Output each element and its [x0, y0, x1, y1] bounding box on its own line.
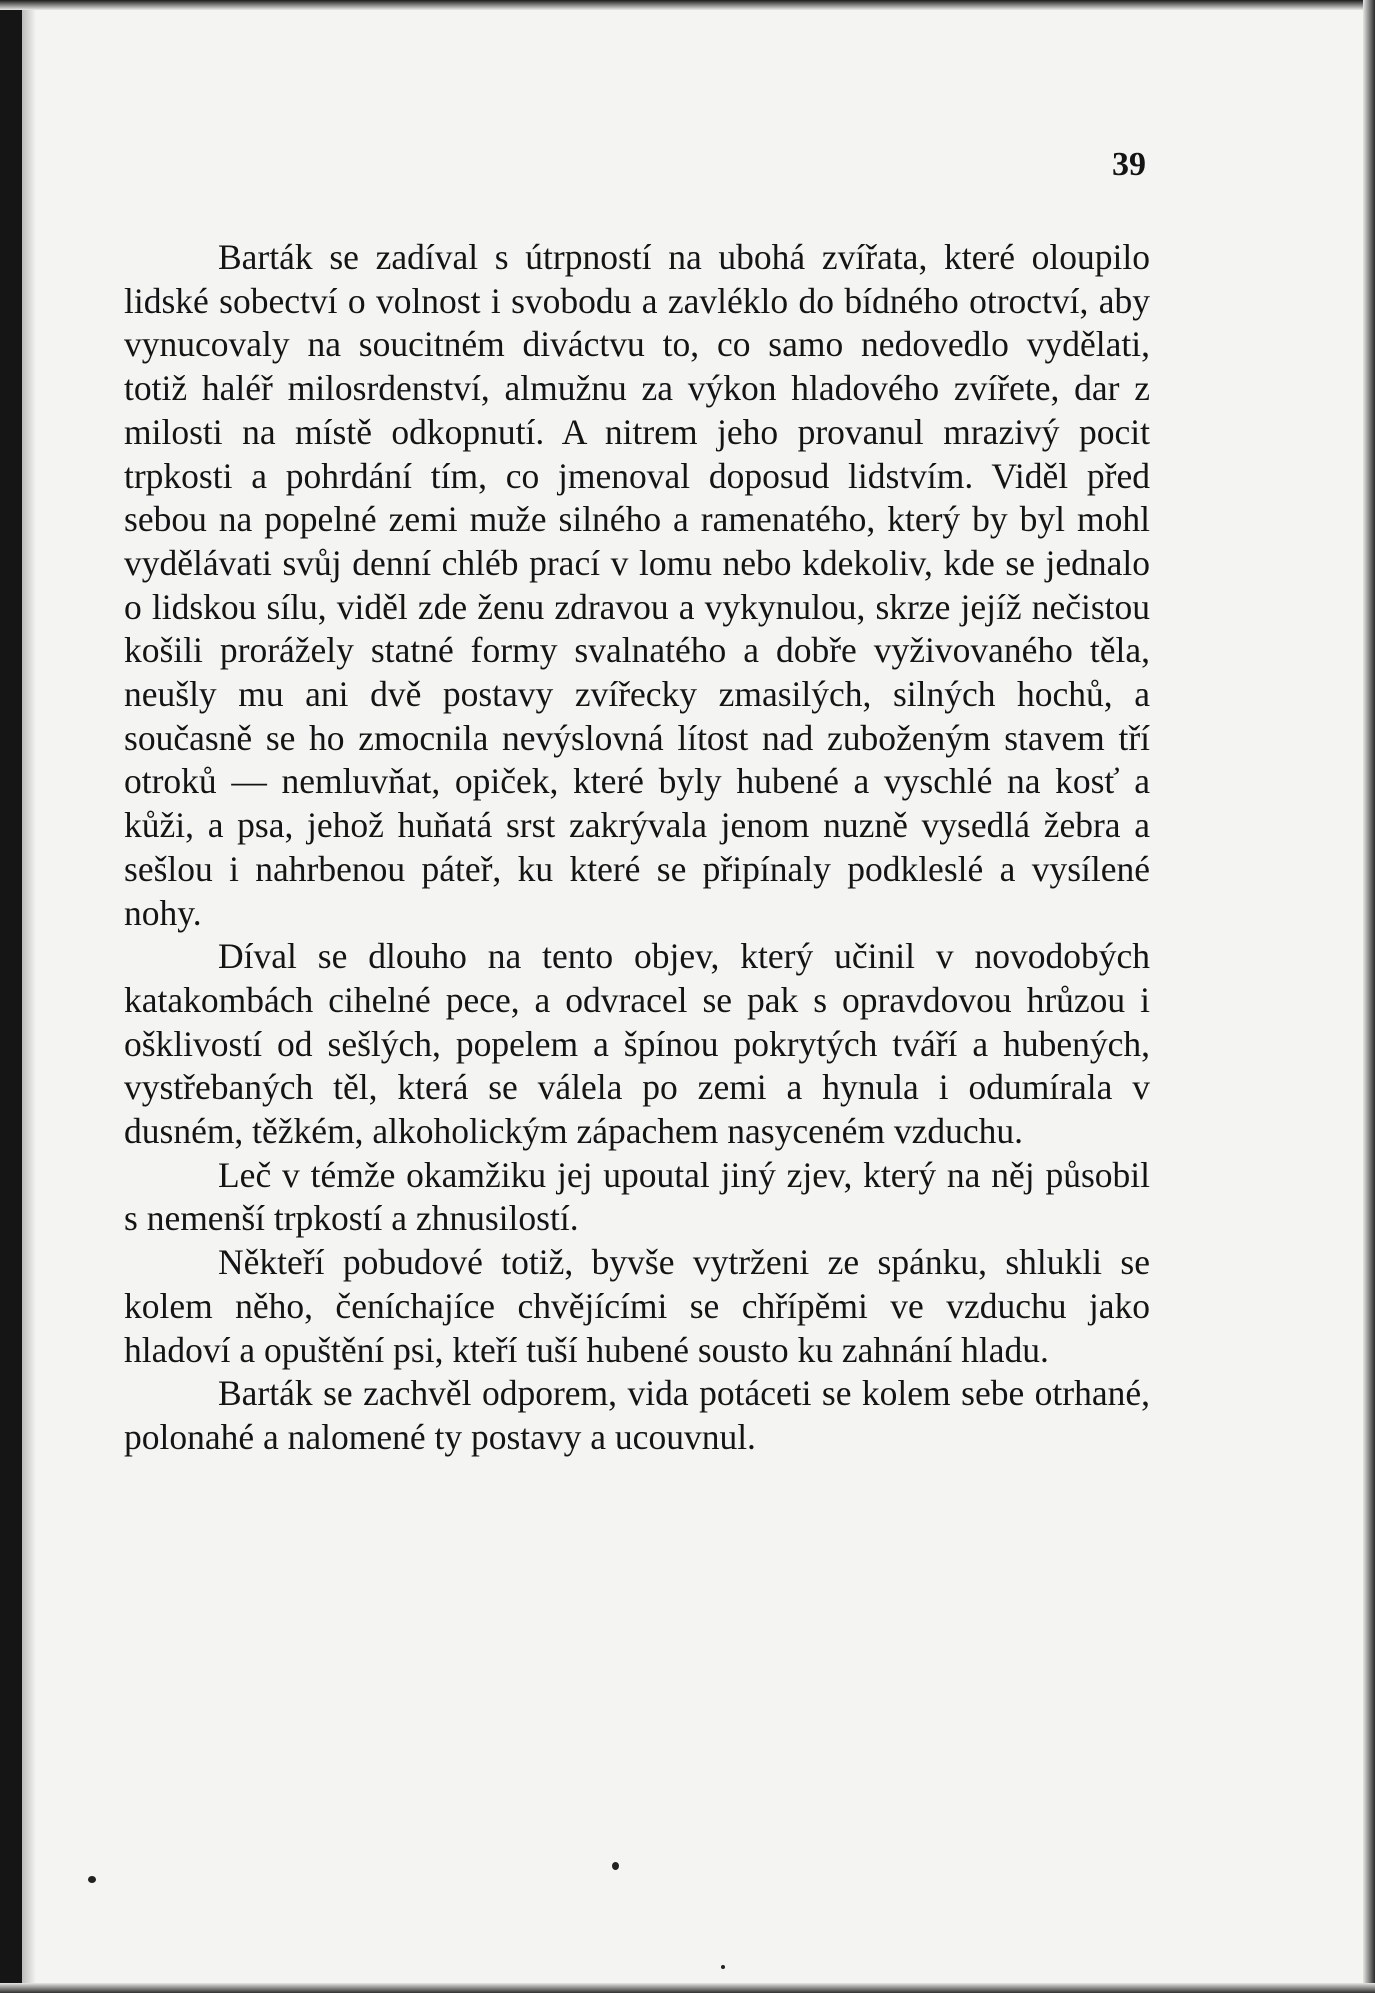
- paragraph: Díval se dlouho na tento objev, který učinil v novodobých katakombách cihelné pece, a odvracel se pak s opravdovou hrůzou i ošklivostí od sešlých, popelem a špínou pokrytých tváří a hubených, vystřebaných těl, která se válela po zemi a hynula i odumírala v dusném, těžkém, alkoholickým zápachem nasyceném vzduchu.: [124, 936, 1150, 1152]
- scan-bottom-border: [0, 1983, 1375, 1993]
- ink-speck: [88, 1876, 96, 1883]
- body-text: [124, 236, 1150, 1460]
- ink-speck: [721, 1965, 725, 1969]
- paragraph: Někteří pobudové totiž, byvše vytrženi ze spánku, shlukli se kolem něho, čeníchajíce chvějícími se chřípěmi ve vzduchu jako hladoví a opuštění psi, kteří tuší hubené sousto ku zahnání hladu.: [124, 1242, 1150, 1370]
- paragraph: Barták se zachvěl odporem, vida potáceti se kolem sebe otrhané, polonahé a nalomené ty postavy a ucouvnul.: [124, 1373, 1150, 1457]
- paragraph: Barták se zadíval s útrpností na ubohá zvířata, které oloupilo lidské sobectví o volnost i svobodu a zavléklo do bídného otroctví, aby vynucovaly na soucitném diváctvu to, co samo nedovedlo vydělati, totiž haléř milosrdenství, almužnu za výkon hladového zvířete, dar z milosti na místě odkopnutí. A nitrem jeho provanul mrazivý pocit trpkosti a pohrdání tím, co jmenoval doposud lidstvím. Viděl před sebou na popelné zemi muže silného a ramenatého, který by byl mohl vydělávati svůj denní chléb prací v lomu nebo kdekoliv, kde se jednalo o lidskou sílu, viděl zde ženu zdravou a vykynulou, skrze jejíž nečistou košili prorážely statné formy svalnatého a dobře vyživovaného těla, neušly mu ani dvě postavy zvířecky zmasilých, silných hochů, a současně se ho zmocnila nevýslovná lítost nad zuboženým stavem tří otroků — nemluvňat, opiček, které byly hubené a vyschlé na kosť a kůži, a psa, jehož huňatá srst zakrývala jenom nuzně vysedlá žebra a sešlou i nahrbenou páteř, ku které se připínaly podkleslé a vysílené nohy.: [124, 237, 1150, 933]
- ink-speck: [612, 1862, 619, 1870]
- page-number: 39: [1112, 146, 1146, 183]
- scan-right-border: [1363, 0, 1375, 1993]
- scan-left-border: [0, 0, 22, 1993]
- paragraph: Leč v témže okamžiku jej upoutal jiný zjev, který na něj působil s nemenší trpkostí a zhnusilostí.: [124, 1154, 1150, 1239]
- binding-shadow: [22, 0, 36, 1993]
- scan-top-border: [0, 0, 1375, 10]
